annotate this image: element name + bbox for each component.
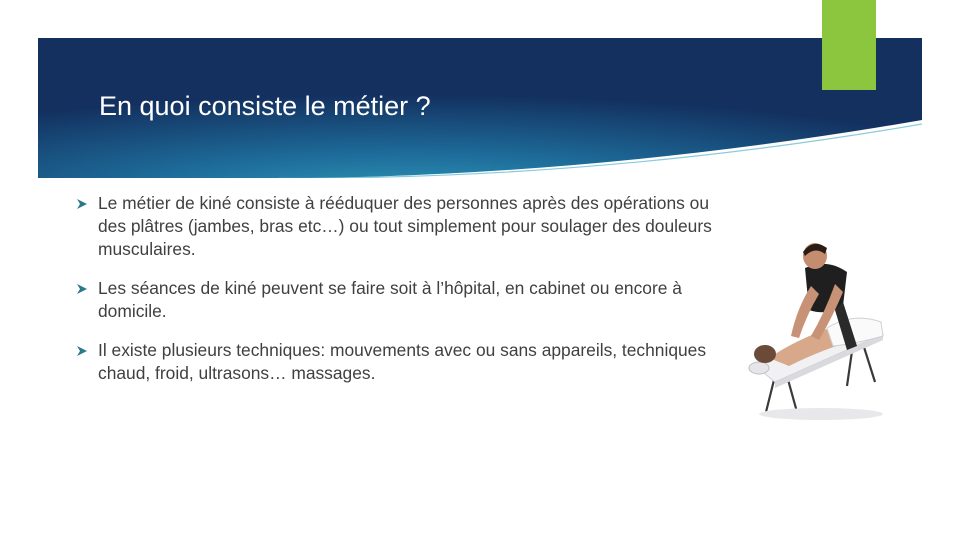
bullet-text: Les séances de kiné peuvent se faire soit à l’hôpital, en cabinet ou encore à domicile. (98, 278, 682, 321)
bullet-text: Il existe plusieurs techniques: mouvements avec ou sans appareils, techniques chaud, froid, ultrasons… massages. (98, 340, 707, 383)
massage-therapy-photo (735, 236, 885, 426)
bullet-item (76, 277, 726, 323)
accent-bar (822, 0, 876, 90)
bullet-item (76, 339, 726, 385)
slide-title: En quoi consiste le métier ? (99, 91, 431, 121)
bullet-list (76, 192, 726, 401)
arrowhead-bullet-icon (76, 345, 88, 357)
arrowhead-bullet-icon (76, 283, 88, 295)
bullet-item (76, 192, 726, 261)
arrowhead-bullet-icon (76, 198, 88, 210)
bullet-text: Le métier de kiné consiste à rééduquer des personnes après des opérations ou des plâtres (jambes, bras etc…) ou tout simplement pour soulager des douleurs musculaires. (98, 193, 712, 259)
